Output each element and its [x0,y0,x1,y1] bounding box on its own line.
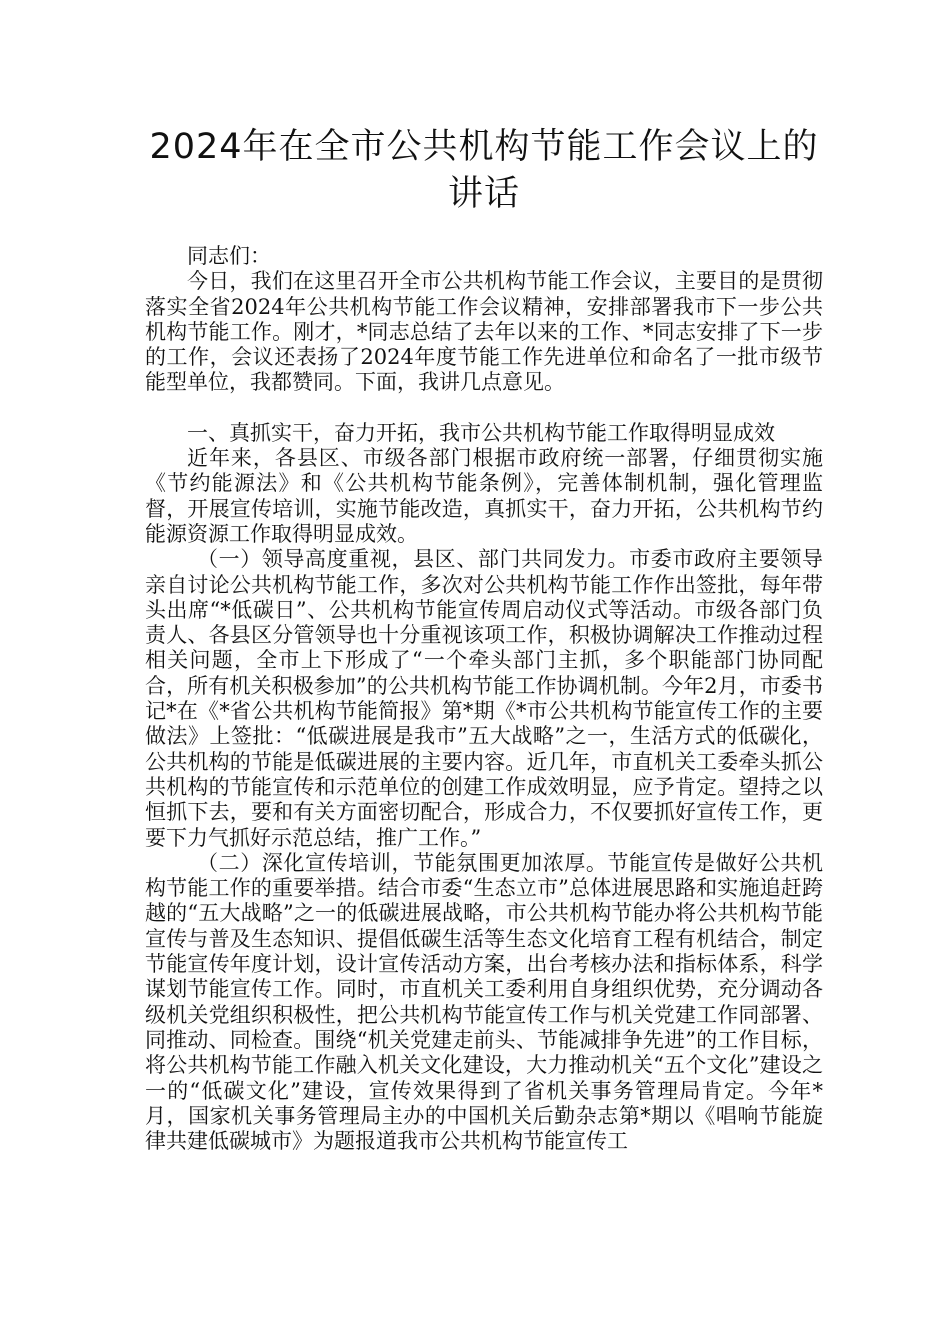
document-body [145,244,823,1154]
subsection-paragraph-2: （二）深化宣传培训，节能氛围更加浓厚。节能宣传是做好公共机构节能工作的重要举措。结合市委“生态立市”总体进展思路和实施追赶跨越的“五大战略”之一的低碳进展战略，市公共机构节能办将公共机构节能宣传与普及生态知识、提倡低碳生活等生态文化培育工程有机结合，制定节能宣传年度计划，设计宣传活动方案，出台考核办法和指标体系，科学谋划节能宣传工作。同时，市直机关工委利用自身组织优势，充分调动各级机关党组织积极性，把公共机构节能宣传工作与机关党建工作同部署、同推动、同检查。围绕“机关党建走前头、节能减排争先进”的工作目标，将公共机构节能工作融入机关文化建设，大力推动机关“五个文化”建设之一的“低碳文化”建设，宣传效果得到了省机关事务管理局肯定。今年*月，国家机关事务管理局主办的中国机关后勤杂志第*期以《唱响节能旋律共建低碳城市》为题报道我市公共机构节能宣传工 [145,850,823,1154]
document-title: 2024年在全市公共机构节能工作会议上的讲话 [149,127,819,214]
intro-paragraph: 今日，我们在这里召开全市公共机构节能工作会议，主要目的是贯彻落实全省2024年公共机构节能工作会议精神，安排部署我市下一步公共机构节能工作。刚才，*同志总结了去年以来的工作、*同志安排了下一步的工作，会议还表扬了2024年度节能工作先进单位和命名了一批市级节能型单位，我都赞同。下面，我讲几点意见。 [145,269,823,395]
salutation: 同志们： [187,244,271,268]
section-heading-1: 一、真抓实干，奋力开拓，我市公共机构节能工作取得明显成效 [187,420,775,445]
body-paragraph: 近年来，各县区、市级各部门根据市政府统一部署，仔细贯彻实施《节约能源法》和《公共机构节能条例》，完善体制机制，强化管理监督，开展宣传培训，实施节能改造，真抓实干，奋力开拓，公共机构节约能源资源工作取得明显成效。 [145,446,823,546]
document-page [145,124,823,1154]
subsection-paragraph-1: （一）领导高度重视，县区、部门共同发力。市委市政府主要领导亲自讨论公共机构节能工作，多次对公共机构节能工作作出签批，每年带头出席“*低碳日”、公共机构节能宣传周启动仪式等活动。市级各部门负责人、各县区分管领导也十分重视该项工作，积极协调解决工作推动过程相关问题，全市上下形成了“一个牵头部门主抓，多个职能部门协同配合，所有机关积极参加”的公共机构节能工作协调机制。今年2月，市委书记*在《*省公共机构节能简报》第*期《*市公共机构节能宣传工作的主要做法》上签批：“低碳进展是我市”五大战略”之一，生活方式的低碳化，公共机构的节能是低碳进展的主要内容。近几年，市直机关工委牵头抓公共机构的节能宣传和示范单位的创建工作成效明显，应予肯定。望持之以恒抓下去，要和有关方面密切配合，形成合力，不仅要抓好宣传工作，更要下力气抓好示范总结，推广工作。” [145,547,823,850]
